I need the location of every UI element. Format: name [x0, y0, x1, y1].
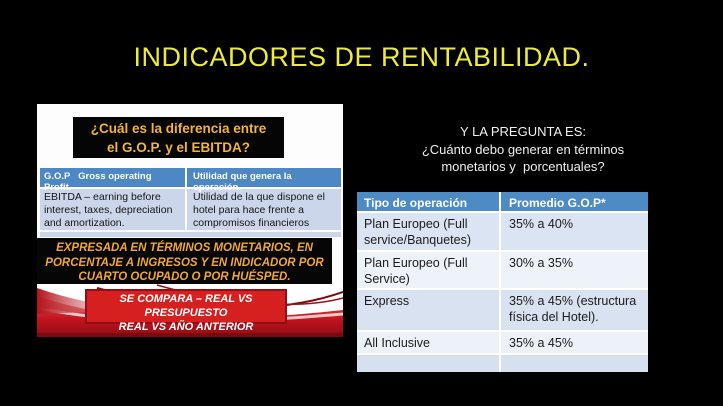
- pregunta-text-block: [373, 123, 673, 176]
- cell-promedio: 30% a 35%: [509, 256, 573, 270]
- definition-table-body-row: [40, 189, 341, 230]
- expresada-line2: PORCENTAJE A INGRESOS Y EN INDICADOR POR: [45, 256, 324, 269]
- pregunta-line2: ¿Cuánto debo generar en términos: [421, 141, 625, 157]
- table-row: [357, 252, 648, 290]
- cell-promedio: 35% a 40%: [509, 217, 573, 231]
- card-question-title: [73, 117, 284, 158]
- expresada-line3: CUARTO OCUPADO O POR HUÉSPED.: [78, 271, 291, 283]
- pregunta-line1: Y LA PREGUNTA ES:: [460, 124, 586, 139]
- promedio-gop-table: [357, 192, 648, 372]
- cell-promedio: [501, 355, 648, 372]
- definition-table-empty-strip: [40, 232, 341, 237]
- gop-ebitda-definition-table: [40, 168, 341, 237]
- definition-header-utilidad: Utilidad que genera la operación.: [193, 171, 292, 193]
- definition-header-gop: G.O.P Gross operating Profit.: [40, 168, 187, 187]
- gop-table-header-promedio: Promedio G.O.P*: [509, 196, 606, 210]
- definition-cell-ebitda: EBITDA – earning before interest, taxes, depreciation and amortization.: [40, 189, 187, 230]
- table-row: [357, 290, 648, 332]
- cell-tipo: All Inclusive: [357, 332, 501, 353]
- gop-table-header-tipo: Tipo de operación: [357, 192, 501, 211]
- cell-tipo: [357, 355, 501, 372]
- cell-tipo: Plan Europeo (Full Service): [357, 252, 501, 288]
- table-row: [357, 332, 648, 355]
- table-row: [357, 213, 648, 252]
- red-swoosh-banner: [37, 284, 343, 337]
- definition-cell-utilidad: Utilidad de la que dispone el hotel para hace frente a compromisos financieros: [193, 191, 325, 229]
- cell-promedio: 35% a 45%: [509, 336, 573, 350]
- cell-tipo: Plan Europeo (Full service/Banquetes): [357, 213, 501, 250]
- se-compara-box: [85, 289, 287, 333]
- card-question-line2: el G.O.P. y el EBITDA?: [106, 140, 251, 155]
- se-compara-line1: SE COMPARA – REAL VS PRESUPUESTO: [119, 293, 253, 319]
- expresada-line1: EXPRESADA EN TÉRMINOS MONETARIOS, EN: [56, 242, 313, 254]
- table-row: [357, 355, 648, 372]
- gop-vs-ebitda-card: [37, 104, 343, 337]
- gop-table-header-row: [357, 192, 648, 213]
- slide-title: INDICADORES DE RENTABILIDAD.: [133, 42, 590, 72]
- cell-promedio: 35% a 45% (estructura física del Hotel).: [509, 294, 637, 324]
- expresada-statement-box: [37, 238, 332, 284]
- card-question-line1: ¿Cuál es la diferencia entre: [90, 121, 267, 136]
- pregunta-line3: monetarios y porcentuales?: [441, 159, 605, 174]
- se-compara-line2: REAL VS AÑO ANTERIOR: [118, 321, 254, 333]
- cell-tipo: Express: [357, 290, 501, 330]
- definition-table-header-row: [40, 168, 341, 193]
